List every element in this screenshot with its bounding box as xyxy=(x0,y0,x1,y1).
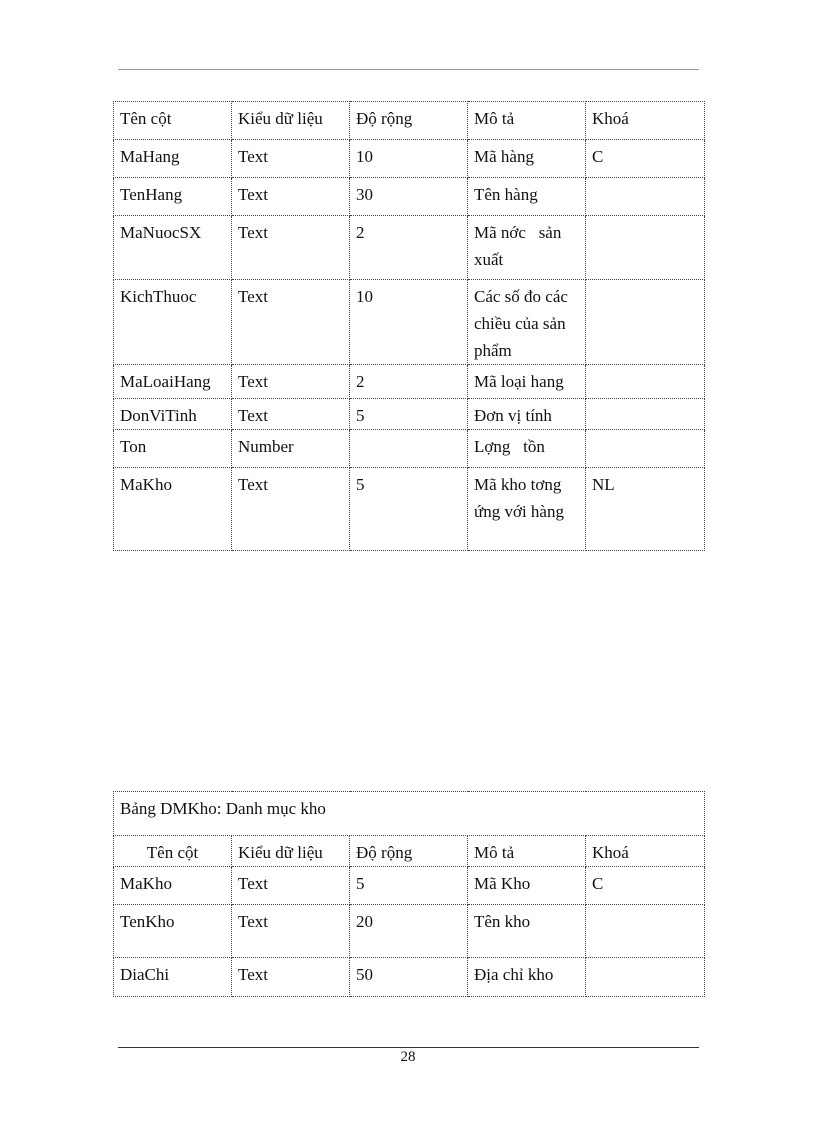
table-cell: 2 xyxy=(350,365,468,399)
table-cell: Text xyxy=(232,140,350,178)
table-cell: Text xyxy=(232,280,350,365)
table-title-row xyxy=(114,792,705,836)
header-cell: Kiểu dữ liệu xyxy=(232,102,350,140)
table-cell: Text xyxy=(232,365,350,399)
header-cell: Mô tả xyxy=(468,836,586,867)
table-cell xyxy=(586,365,705,399)
table-cell: Text xyxy=(232,468,350,551)
table-cell: 10 xyxy=(350,140,468,178)
table-cell: Text xyxy=(232,178,350,216)
table-row xyxy=(114,867,705,905)
table-cell: Tên kho xyxy=(468,905,586,958)
table-cell: Lợng tồn xyxy=(468,430,586,468)
table-header-row xyxy=(114,836,705,867)
table-cell: 30 xyxy=(350,178,468,216)
table-title: Bảng DMKho: Danh mục kho xyxy=(114,792,705,836)
table-cell: 20 xyxy=(350,905,468,958)
table-cell: Các số đo các chiều của sản phẩm xyxy=(468,280,586,365)
table-cell: Mã kho tơng ứng với hàng xyxy=(468,468,586,551)
table-cell: C xyxy=(586,867,705,905)
table-cell: MaKho xyxy=(114,867,232,905)
header-cell: Tên cột xyxy=(114,102,232,140)
table-cell: TenHang xyxy=(114,178,232,216)
table-cell: Mã hàng xyxy=(468,140,586,178)
table-cell xyxy=(350,430,468,468)
table-cell xyxy=(586,399,705,430)
table-cell: 5 xyxy=(350,867,468,905)
table-cell: Text xyxy=(232,399,350,430)
table-hang xyxy=(113,101,705,551)
footer-rule xyxy=(118,1047,699,1048)
table-cell: Mã Kho xyxy=(468,867,586,905)
table-cell: 10 xyxy=(350,280,468,365)
table-row xyxy=(114,280,705,365)
table-cell: Đơn vị tính xyxy=(468,399,586,430)
header-cell: Độ rộng xyxy=(350,836,468,867)
table-row xyxy=(114,216,705,280)
table-cell: Text xyxy=(232,867,350,905)
table-cell: Text xyxy=(232,905,350,958)
table-row xyxy=(114,140,705,178)
table-cell: 5 xyxy=(350,399,468,430)
table-cell: KichThuoc xyxy=(114,280,232,365)
table-cell: 50 xyxy=(350,958,468,997)
table-row xyxy=(114,178,705,216)
table-cell: Mã nớc sản xuất xyxy=(468,216,586,280)
table-cell: 5 xyxy=(350,468,468,551)
table-row xyxy=(114,430,705,468)
table-cell: Number xyxy=(232,430,350,468)
table-cell: TenKho xyxy=(114,905,232,958)
page-number: 28 xyxy=(400,1049,416,1065)
table-cell: NL xyxy=(586,468,705,551)
table-cell: 2 xyxy=(350,216,468,280)
table-row xyxy=(114,905,705,958)
table-cell: Địa chỉ kho xyxy=(468,958,586,997)
table-cell: MaLoaiHang xyxy=(114,365,232,399)
table-row xyxy=(114,958,705,997)
table-cell xyxy=(586,958,705,997)
table-row xyxy=(114,365,705,399)
table-row xyxy=(114,399,705,430)
table-cell: MaHang xyxy=(114,140,232,178)
table-cell xyxy=(586,280,705,365)
table-kho xyxy=(113,791,705,997)
table-cell xyxy=(586,430,705,468)
table-header-row xyxy=(114,102,705,140)
table-cell: DiaChi xyxy=(114,958,232,997)
header-cell: Kiểu dữ liệu xyxy=(232,836,350,867)
table-row xyxy=(114,468,705,551)
table-cell: Mã loại hang xyxy=(468,365,586,399)
table-cell xyxy=(586,216,705,280)
table-cell xyxy=(586,905,705,958)
table-cell: Text xyxy=(232,216,350,280)
table-cell: Text xyxy=(232,958,350,997)
header-cell: Khoá xyxy=(586,102,705,140)
table-cell xyxy=(586,178,705,216)
table-cell: MaNuocSX xyxy=(114,216,232,280)
table-cell: Tên hàng xyxy=(468,178,586,216)
header-cell: Độ rộng xyxy=(350,102,468,140)
table-cell: C xyxy=(586,140,705,178)
header-cell: Mô tả xyxy=(468,102,586,140)
header-cell: Khoá xyxy=(586,836,705,867)
table-cell: Ton xyxy=(114,430,232,468)
table-cell: DonViTinh xyxy=(114,399,232,430)
header-rule xyxy=(118,69,699,70)
table-cell: MaKho xyxy=(114,468,232,551)
header-cell: Tên cột xyxy=(114,836,232,867)
